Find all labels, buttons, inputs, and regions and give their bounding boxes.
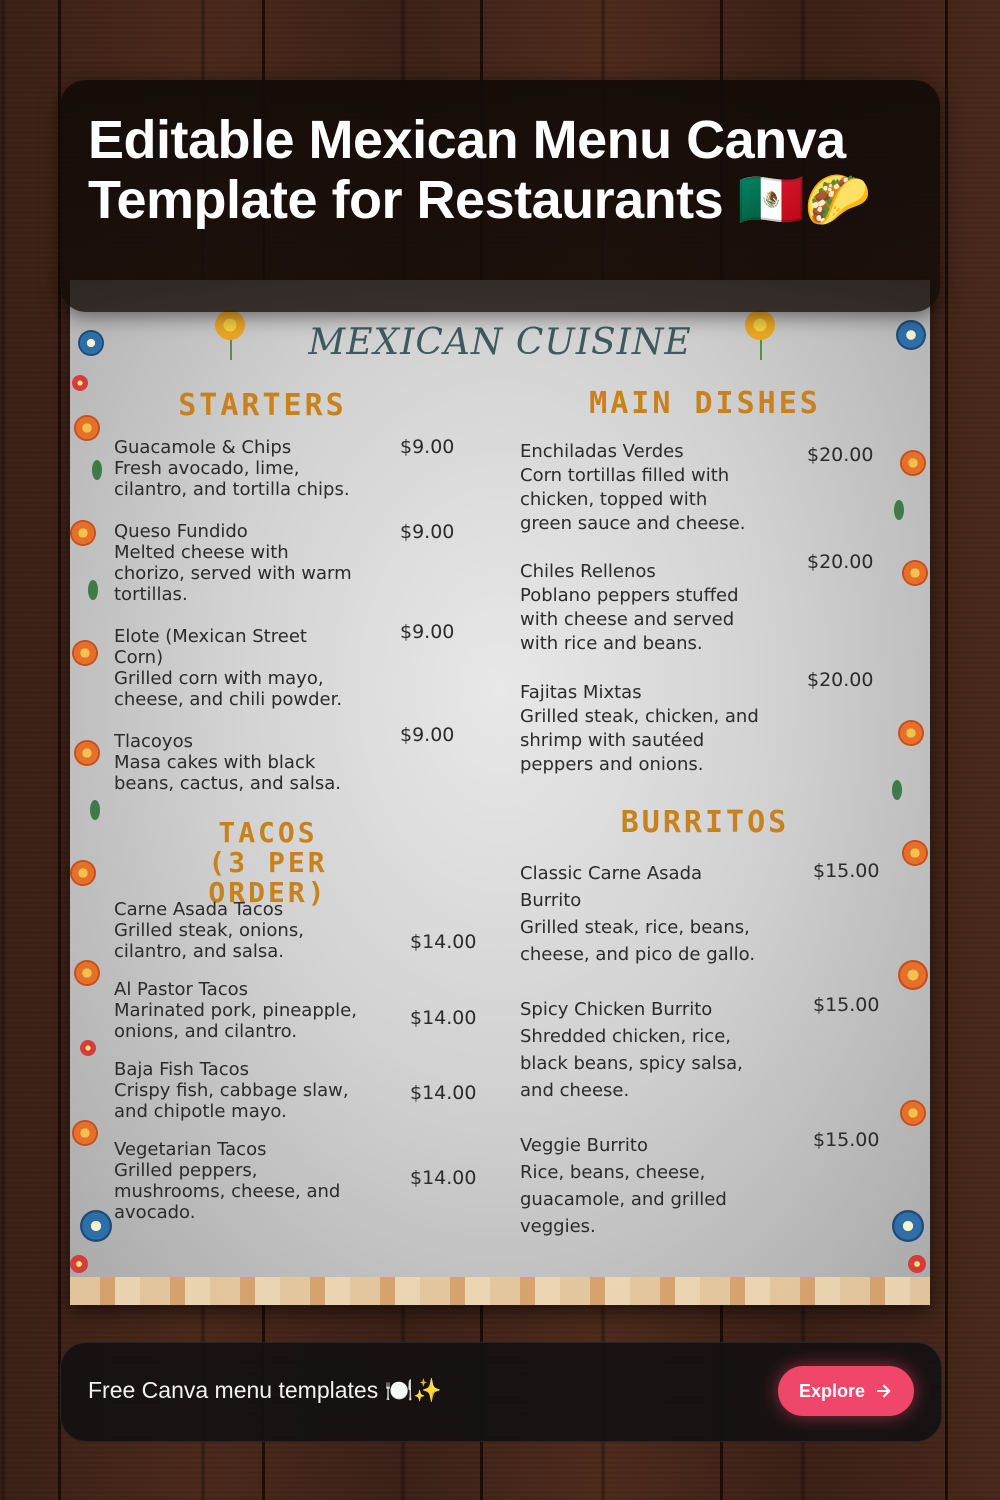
- flower-icon: [74, 740, 100, 766]
- item-name: Vegetarian Tacos: [114, 1139, 267, 1160]
- item-price: $15.00: [813, 1129, 880, 1151]
- flower-icon: [70, 520, 96, 546]
- item-description: Shredded chicken, rice, black beans, spicy salsa, and cheese.: [520, 1026, 743, 1101]
- item-price: $14.00: [410, 1082, 477, 1104]
- item-price: $20.00: [807, 551, 874, 573]
- flower-icon: [898, 720, 924, 746]
- item-name: Elote (Mexican Street Corn): [114, 626, 307, 668]
- menu-item: [520, 996, 780, 1104]
- menu-heading: MEXICAN CUISINE: [308, 322, 692, 363]
- flower-icon: [70, 1255, 88, 1273]
- item-price: $20.00: [807, 444, 874, 466]
- pin-title: Editable Mexican Menu Canva Template for Restaurants 🇲🇽🌮: [88, 110, 872, 230]
- flower-icon: [80, 1040, 96, 1056]
- flower-icon: [892, 1210, 924, 1242]
- item-name: Spicy Chicken Burrito: [520, 999, 713, 1020]
- item-price: $9.00: [400, 724, 455, 746]
- tacos-title-line1: TACOS: [218, 816, 318, 849]
- flower-icon: [74, 415, 100, 441]
- item-description: Marinated pork, pineapple, onions, and cilantro.: [114, 1000, 357, 1042]
- flower-icon: [72, 1120, 98, 1146]
- flower-icon: [900, 450, 926, 476]
- menu-item: [114, 1059, 404, 1122]
- item-name: Al Pastor Tacos: [114, 979, 249, 1000]
- leaf-icon: [88, 580, 98, 600]
- menu-item: [114, 626, 404, 710]
- flower-icon: [72, 640, 98, 666]
- item-name: Carne Asada Tacos: [114, 899, 284, 920]
- item-price: $20.00: [807, 669, 874, 691]
- menu-item: [114, 899, 404, 962]
- item-description: Grilled steak, onions, cilantro, and salsa.: [114, 920, 304, 962]
- section-title-main-dishes: MAIN DISHES: [589, 386, 821, 421]
- item-price: $9.00: [400, 521, 455, 543]
- floral-border-right: [886, 280, 930, 1305]
- leaf-icon: [892, 780, 902, 800]
- item-price: $14.00: [410, 1167, 477, 1189]
- item-price: $9.00: [400, 436, 455, 458]
- flower-icon: [898, 960, 928, 990]
- item-price: $15.00: [813, 860, 880, 882]
- item-description: Poblano peppers stuffed with cheese and served with rice and beans.: [520, 585, 739, 654]
- leaf-icon: [894, 500, 904, 520]
- menu-item: [520, 681, 770, 777]
- cta-text: Free Canva menu templates 🍽️✨: [88, 1377, 442, 1403]
- item-description: Fresh avocado, lime, cilantro, and tortilla chips.: [114, 458, 350, 500]
- section-title-burritos: BURRITOS: [620, 805, 790, 840]
- item-name: Veggie Burrito: [520, 1135, 648, 1156]
- arrow-right-icon: [875, 1382, 893, 1400]
- leaf-icon: [90, 800, 100, 820]
- title-banner: [60, 80, 940, 312]
- menu-item: [520, 860, 780, 968]
- flower-icon: [74, 960, 100, 986]
- menu-item: [114, 437, 404, 500]
- item-name: Fajitas Mixtas: [520, 682, 642, 703]
- item-price: $15.00: [813, 994, 880, 1016]
- explore-button-label: Explore: [798, 1380, 866, 1401]
- item-name: Chiles Rellenos: [520, 561, 656, 582]
- item-name: Guacamole & Chips: [114, 437, 292, 458]
- floral-border-left: [70, 280, 114, 1305]
- section-title-starters: STARTERS: [178, 388, 347, 423]
- item-description: Melted cheese with chorizo, served with warm tortillas.: [114, 542, 352, 605]
- item-description: Grilled steak, chicken, and shrimp with sautéed peppers and onions.: [520, 706, 759, 775]
- item-description: Grilled steak, rice, beans, cheese, and pico de gallo.: [520, 917, 756, 965]
- item-description: Grilled corn with mayo, cheese, and chili powder.: [114, 668, 343, 710]
- item-price: $14.00: [410, 1007, 477, 1029]
- item-price: $9.00: [400, 621, 455, 643]
- item-price: $14.00: [410, 931, 477, 953]
- menu-preview-image[interactable]: [70, 280, 930, 1305]
- flower-icon: [900, 1100, 926, 1126]
- menu-item: [520, 1132, 780, 1240]
- item-name: Tlacoyos: [114, 731, 193, 752]
- item-description: Masa cakes with black beans, cactus, and salsa.: [114, 752, 341, 794]
- tacos-title-line2: (3 PER ORDER): [208, 846, 328, 909]
- menu-bottom-pattern: [70, 1277, 930, 1305]
- item-name: Classic Carne Asada Burrito: [520, 863, 703, 911]
- item-description: Crispy fish, cabbage slaw, and chipotle mayo.: [114, 1080, 349, 1122]
- item-description: Grilled peppers, mushrooms, cheese, and avocado.: [114, 1160, 341, 1223]
- flower-icon: [908, 1255, 926, 1273]
- leaf-icon: [92, 460, 102, 480]
- item-description: Corn tortillas filled with chicken, topped with green sauce and cheese.: [520, 465, 746, 534]
- section-title-tacos: [148, 818, 388, 908]
- menu-item: [114, 1139, 404, 1223]
- flower-icon: [902, 840, 928, 866]
- item-description: Rice, beans, cheese, guacamole, and grilled veggies.: [520, 1162, 727, 1237]
- item-name: Enchiladas Verdes: [520, 441, 684, 462]
- item-name: Baja Fish Tacos: [114, 1059, 250, 1080]
- menu-item: [520, 560, 770, 656]
- item-name: Queso Fundido: [114, 521, 248, 542]
- flower-icon: [80, 1210, 112, 1242]
- menu-item: [114, 979, 404, 1042]
- wood-plank-seam: [945, 0, 948, 1500]
- flower-icon: [902, 560, 928, 586]
- explore-button[interactable]: [778, 1366, 914, 1416]
- flower-icon: [70, 860, 96, 886]
- flower-icon: [72, 375, 88, 391]
- cta-bar: [60, 1342, 942, 1442]
- menu-item: [114, 521, 404, 605]
- menu-item: [114, 731, 404, 794]
- menu-item: [520, 440, 770, 536]
